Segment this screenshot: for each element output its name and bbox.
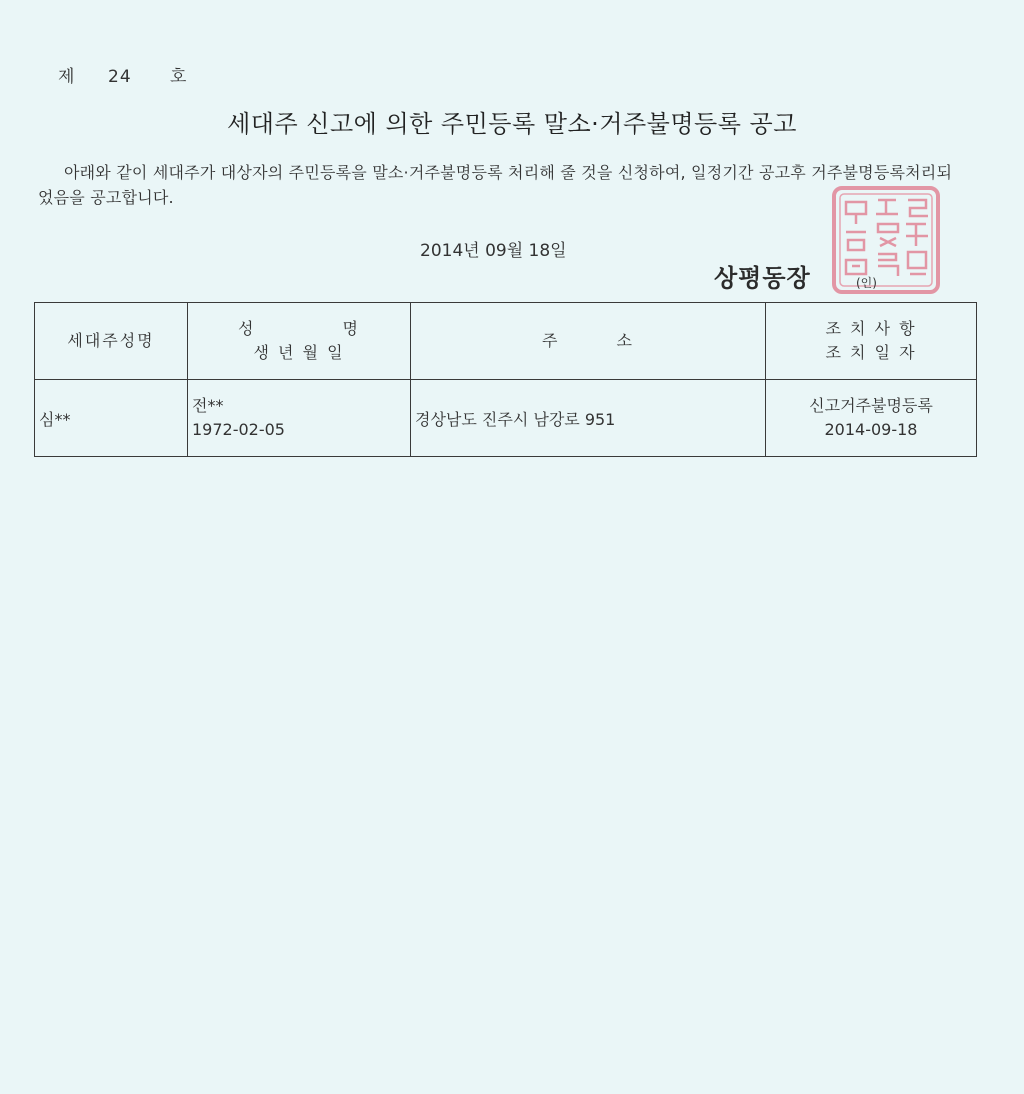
- page-title: 세대주 신고에 의한 주민등록 말소·거주불명등록 공고: [227, 110, 797, 138]
- issue-number: [58, 62, 187, 87]
- seal-mark: (인): [856, 276, 877, 290]
- issue-suffix: 호: [170, 67, 188, 87]
- cell-action-date: 2014-09-18: [824, 420, 918, 439]
- table-row: [35, 380, 977, 457]
- cell-address: 경상남도 진주시 남강로 951: [411, 380, 766, 457]
- header-birthdate: 생 년 월 일: [253, 343, 345, 362]
- cell-householder: 심**: [35, 380, 188, 457]
- header-action: [766, 303, 977, 380]
- notice-table: [34, 302, 977, 457]
- header-householder: 세대주성명: [35, 303, 188, 380]
- cell-birthdate: 1972-02-05: [192, 420, 285, 439]
- cell-name-birthdate: [188, 380, 411, 457]
- signer-title: 상평동장: [714, 264, 811, 292]
- cell-action: [766, 380, 977, 457]
- issue-prefix: 제: [58, 67, 76, 87]
- header-action-type: 조 치 사 항: [825, 319, 917, 338]
- table-header-row: [35, 303, 977, 380]
- notice-date: 2014년 09월 18일: [420, 241, 567, 261]
- header-name-birthdate: [188, 303, 411, 380]
- header-address: 주 소: [411, 303, 766, 380]
- cell-name: 전**: [192, 396, 224, 415]
- cell-action-type: 신고거주불명등록: [809, 396, 933, 415]
- official-seal-stamp: [830, 184, 942, 296]
- notice-body: 아래와 같이 세대주가 대상자의 주민등록을 말소·거주불명등록 처리해 줄 것을 신청하여, 일정기간 공고후 거주불명등록처리되었음을 공고합니다.: [38, 163, 953, 207]
- header-action-date: 조 치 일 자: [825, 343, 917, 362]
- header-name: 성 명: [238, 319, 360, 338]
- issue-number-value: 24: [108, 67, 132, 87]
